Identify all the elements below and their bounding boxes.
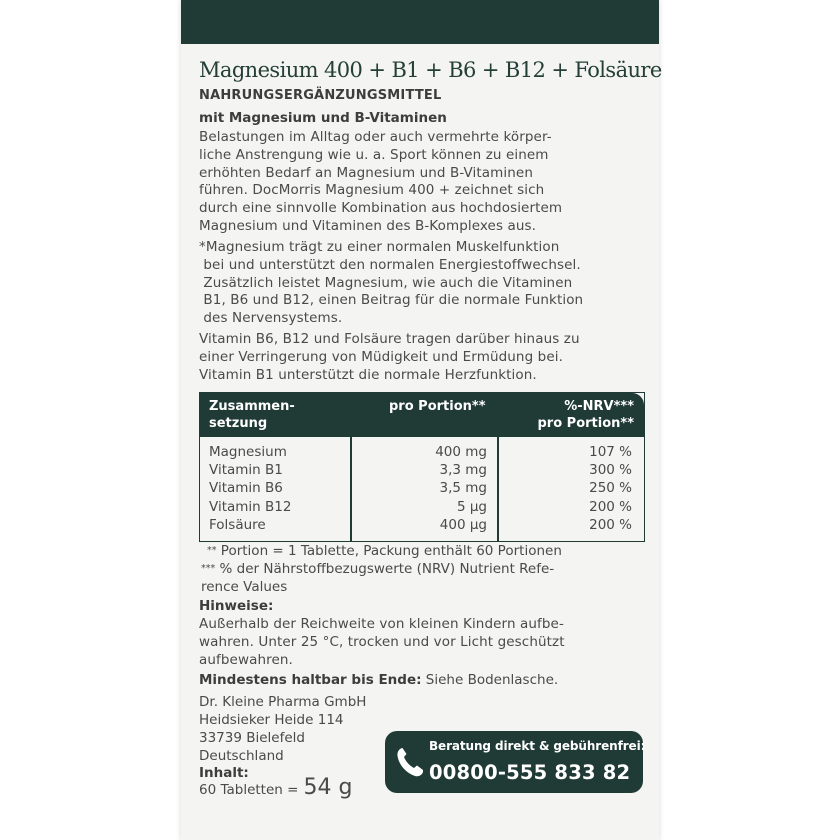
table-cell-amount: 400 µg [439,516,487,533]
description-vitamins: Vitamin B6, B12 und Folsäure tragen darüber hinaus zu einer Verringerung von Müdigkeit und Ermüdung bei. Vitamin B1 unterstützt die normale Herzfunktion. [199,331,580,383]
amount-column [360,443,487,534]
tablet-count: 60 Tabletten = [199,782,299,798]
phone-icon [395,746,425,778]
contents [199,775,352,800]
package-back [181,0,662,840]
notes-label: Hinweise: [199,598,274,614]
table-cell-amount: 5 µg [456,498,487,515]
footnote-nrv [201,560,554,597]
header-per-portion: pro Portion** [389,399,486,414]
footnote-text: Portion = 1 Tablette, Packung enthält 60 Portionen [220,543,562,559]
city: 33739 Bielefeld [199,730,305,746]
table-cell-nrv: 300 % [589,462,632,479]
table-cell-name: Folsäure [209,516,266,533]
manufacturer-address [199,693,366,765]
notes-text: Außerhalb der Reichweite von kleinen Kindern aufbe- wahren. Unter 25 °C, trocken und vor Licht geschützt aufbewahren. [199,616,565,668]
best-before-value: Siehe Bodenlasche. [425,672,559,688]
nutrition-table [199,392,645,542]
table-cell-name: Vitamin B6 [209,480,283,497]
hotline-box [385,731,646,793]
table-cell-nrv: 250 % [589,480,632,497]
company-name: Dr. Kleine Pharma GmbH [199,694,367,710]
street: Heidsieker Heide 114 [199,712,344,728]
table-cell-nrv: 107 % [589,444,632,460]
top-band [181,0,659,44]
ingredient-column [209,443,291,534]
product-category: NAHRUNGSERGÄNZUNGSMITTEL [199,88,442,103]
contents-label: Inhalt: [199,765,249,781]
table-cell-amount: 3,5 mg [439,480,487,497]
net-weight: 54 g [303,775,353,800]
column-divider [350,393,352,541]
table-cell-name: Vitamin B1 [209,462,283,479]
best-before [199,672,558,688]
table-cell-name: Vitamin B12 [209,498,292,515]
hotline-number[interactable]: 00800-555 833 82 [429,761,631,784]
product-title: Magnesium 400 + B1 + B6 + B12 + Folsäure [199,58,662,82]
table-cell-amount: 400 mg [435,444,487,460]
table-cell-nrv: 200 % [589,516,632,533]
product-subtitle: mit Magnesium und B-Vitaminen [199,110,447,126]
table-cell-nrv: 200 % [589,498,632,515]
nrv-column [510,443,632,534]
description-intro: Belastungen im Alltag oder auch vermehrte körper- liche Anstrengung wie u. a. Sport können zu einem erhöhten Bedarf an Magnesium und B-Vitaminen führen. DocMorris Magnesium 400 + zeichnet sich durch eine sinnvolle Kombination aus hochdosiertem Magnesium und Vitaminen des B-Komplexes aus. [199,129,563,234]
footnote-mark: ** [207,545,217,556]
column-divider [497,393,499,541]
hotline-label: Beratung direkt & gebührenfrei: [429,739,646,753]
table-header [200,393,644,437]
table-cell-name: Magnesium [209,444,287,460]
header-nrv: %-NRV*** pro Portion** [537,399,634,431]
country: Deutschland [199,748,284,764]
footnote-portion [207,542,562,561]
description-claims: *Magnesium trägt zu einer normalen Muskelfunktion bei und unterstützt den normalen Energiestoffwechsel. Zusätzlich leistet Magnesium, wie auch die Vitaminen B1, B6 und B12, einen Beitrag für die normale Funktion des Nervensystems. [199,239,584,327]
header-composition: Zusammen- setzung [209,399,295,431]
best-before-label: Mindestens haltbar bis Ende: [199,672,422,688]
footnote-mark: *** [201,563,216,574]
footnote-text: % der Nährstoffbezugswerte (NRV) Nutrient Refe- rence Values [201,561,555,595]
table-cell-amount: 3,3 mg [439,462,487,479]
